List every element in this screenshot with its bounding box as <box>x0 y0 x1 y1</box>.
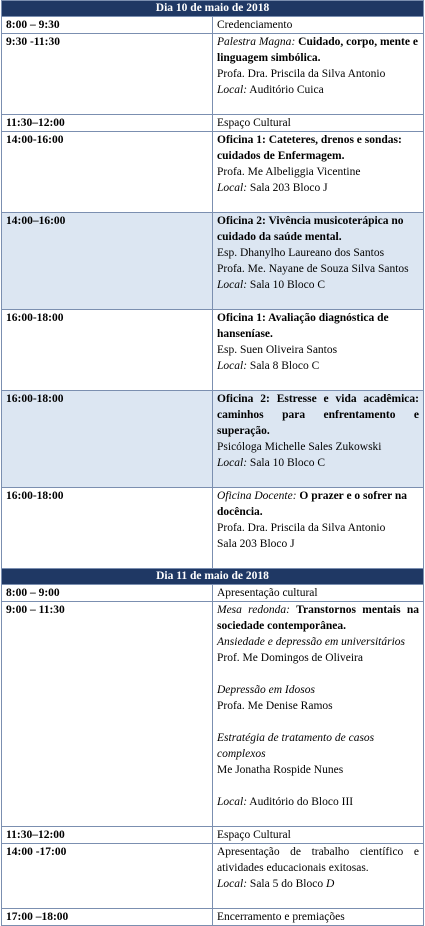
schedule-row <box>2 310 424 391</box>
speaker: Esp. Suen Oliveira Santos <box>217 344 338 356</box>
activity-title: O prazer e o sofrer na docência. <box>217 490 408 518</box>
activity-type: Oficina 1 <box>217 134 263 146</box>
time-cell: 16:00-18:00 <box>2 310 213 391</box>
local-label: Local <box>217 84 244 96</box>
activity-cell: Oficina 2: Vivência musicoterápica no cuidado da saúde mental. Esp. Dhanylho Laureano dos Santos Profa. Me. Nayane de Souza Silva Santos Local: Sala 10 Bloco C <box>213 213 424 310</box>
local-value: Auditório Cuica <box>249 84 324 96</box>
speaker: Profa. Dra. Priscila da Silva Antonio <box>217 522 386 534</box>
activity-cell: Mesa redonda: Transtornos mentais na sociedade contemporânea. Ansiedade e depressão em universitários Prof. Me Domingos de Oliveira Depressão em Idosos Profa. Me Denise Ramos Estratégia de tratamento de casos complexos Me Jonatha Rospide Nunes Local: Auditório do Bloco III <box>213 602 424 827</box>
schedule-row <box>2 844 424 909</box>
local-label: Local <box>217 279 244 291</box>
local-label: Local <box>217 182 244 194</box>
time-cell: 14:00-16:00 <box>2 132 213 213</box>
activity-text: Apresentação cultural <box>217 587 318 599</box>
local-value: Auditório do Bloco III <box>249 796 354 808</box>
speaker: Profa. Me. Nayane de Souza Silva Santos <box>217 263 409 275</box>
local-value: Sala 5 do Bloco <box>249 878 324 890</box>
time-cell: 14:00 -17:00 <box>2 844 213 909</box>
activity-cell: Oficina 1: Cateteres, drenos e sondas: cuidados de Enfermagem. Profa. Me Albeliggia Vicentine Local: Sala 203 Bloco J <box>213 132 424 213</box>
speaker: Profa. Me Albeliggia Vicentine <box>217 166 361 178</box>
schedule-row <box>2 115 424 132</box>
activity-cell <box>213 909 424 926</box>
activity-type: Oficina Docente <box>217 490 293 502</box>
time-cell: 8:00 – 9:00 <box>2 585 213 602</box>
activity-type: Palestra Magna <box>217 36 292 48</box>
time-cell: 9:30 -11:30 <box>2 34 213 115</box>
day-header <box>2 1 424 17</box>
local-value: Sala 203 Bloco J <box>217 538 295 550</box>
schedule-row <box>2 827 424 844</box>
activity-cell <box>213 827 424 844</box>
activity-text: Apresentação de trabalho científico e atividades educacionais exitosas. <box>217 846 419 874</box>
activity-cell: Apresentação de trabalho científico e atividades educacionais exitosas. Local: Sala 5 do Bloco D <box>213 844 424 909</box>
activity-title: Vivência musicoterápica no cuidado da saúde mental. <box>217 215 404 243</box>
day-title: Dia 10 de maio de 2018 <box>2 1 424 17</box>
day-title: Dia 11 de maio de 2018 <box>2 569 424 585</box>
activity-cell: Palestra Magna: Cuidado, corpo, mente e linguagem simbólica. Profa. Dra. Priscila da Silva Antonio Local: Auditório Cuica <box>213 34 424 115</box>
activity-cell <box>213 585 424 602</box>
local-block: D <box>325 878 335 890</box>
schedule-row <box>2 34 424 115</box>
speaker: Esp. Dhanylho Laureano dos Santos <box>217 247 385 259</box>
schedule-row <box>2 488 424 569</box>
activity-cell: Oficina Docente: O prazer e o sofrer na docência. Profa. Dra. Priscila da Silva Antonio Sala 203 Bloco J <box>213 488 424 569</box>
activity-cell <box>213 115 424 132</box>
local-value: Sala 8 Bloco C <box>249 360 320 372</box>
local-label: Local <box>217 457 244 469</box>
activity-cell <box>213 17 424 34</box>
activity-type: Oficina 2 <box>217 393 267 405</box>
schedule-table <box>1 0 424 926</box>
speaker: Profa. Me Denise Ramos <box>217 700 333 712</box>
activity-text: Espaço Cultural <box>217 117 291 129</box>
speaker: Me Jonatha Rospide Nunes <box>217 764 344 776</box>
speaker: Prof. Me Domingos de Oliveira <box>217 652 363 664</box>
local-label: Local <box>217 878 244 890</box>
activity-type: Oficina 2 <box>217 215 263 227</box>
schedule-row <box>2 585 424 602</box>
activity-title: Transtornos mentais na sociedade contemporânea. <box>217 604 420 632</box>
schedule-row <box>2 132 424 213</box>
activity-text: Espaço Cultural <box>217 829 291 841</box>
activity-title: Cuidado, corpo, mente e linguagem simbólica. <box>217 36 418 64</box>
day-header <box>2 569 424 585</box>
activity-title: Estresse e vida acadêmica: caminhos para enfrentamento e superação. <box>217 393 419 437</box>
activity-type: Mesa redonda <box>217 604 287 616</box>
topic: Estratégia de tratamento de casos complexos <box>217 732 375 760</box>
time-cell: 16:00-18:00 <box>2 488 213 569</box>
schedule-row <box>2 602 424 827</box>
schedule-row <box>2 213 424 310</box>
schedule-row <box>2 391 424 488</box>
local-label: Local <box>217 796 244 808</box>
schedule-row <box>2 909 424 926</box>
local-value: Sala 203 Bloco J <box>249 182 328 194</box>
time-cell: 11:30–12:00 <box>2 827 213 844</box>
local-value: Sala 10 Bloco C <box>249 279 325 291</box>
activity-text: Encerramento e premiações <box>217 911 345 923</box>
activity-title: Avaliação diagnóstica de hanseníase. <box>217 312 389 340</box>
time-cell: 14:00–16:00 <box>2 213 213 310</box>
activity-text: Credenciamento <box>217 19 293 31</box>
topic: Depressão em Idosos <box>217 684 315 696</box>
activity-type: Oficina 1 <box>217 312 263 324</box>
time-cell: 11:30–12:00 <box>2 115 213 132</box>
activity-title: Cateteres, drenos e sondas: cuidados de Enfermagem. <box>217 134 402 162</box>
activity-cell: Oficina 1: Avaliação diagnóstica de hanseníase. Esp. Suen Oliveira Santos Local: Sala 8 Bloco C <box>213 310 424 391</box>
speaker: Psicóloga Michelle Sales Zukowski <box>217 441 382 453</box>
time-cell: 9:00 – 11:30 <box>2 602 213 827</box>
local-label: Local <box>217 360 244 372</box>
time-cell: 16:00-18:00 <box>2 391 213 488</box>
time-cell: 17:00 –18:00 <box>2 909 213 926</box>
speaker <box>217 536 419 552</box>
time-cell: 8:00 – 9:30 <box>2 17 213 34</box>
topic: Ansiedade e depressão em universitários <box>217 636 406 648</box>
schedule-row <box>2 17 424 34</box>
speaker: Profa. Dra. Priscila da Silva Antonio <box>217 68 386 80</box>
activity-cell: Oficina 2: Estresse e vida acadêmica: caminhos para enfrentamento e superação. Psicóloga Michelle Sales Zukowski Local: Sala 10 Bloco C <box>213 391 424 488</box>
local-value: Sala 10 Bloco C <box>249 457 325 469</box>
